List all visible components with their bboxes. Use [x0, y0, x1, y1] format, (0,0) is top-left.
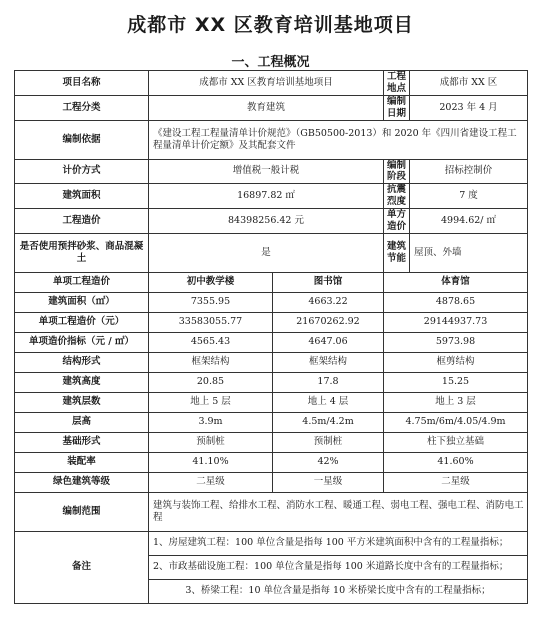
cell-value: 二星级	[149, 472, 273, 492]
cell-value: 地上 5 层	[149, 392, 273, 412]
cost-label: 工程造价	[15, 209, 149, 234]
table-row	[15, 332, 528, 352]
cell-value: 17.8	[273, 372, 384, 392]
cell-value: 预制桩	[273, 432, 384, 452]
table-row	[15, 71, 528, 96]
table-row	[15, 209, 528, 234]
cell-value: 41.60%	[384, 452, 528, 472]
table-row	[15, 292, 528, 312]
date-label: 编制日期	[384, 95, 410, 120]
single-header-label: 单项工程造价	[15, 272, 149, 292]
cell-value: 42%	[273, 452, 384, 472]
table-row	[15, 184, 528, 209]
building-library: 图书馆	[273, 272, 384, 292]
cell-value: 4647.06	[273, 332, 384, 352]
cell-value: 4.75m/6m/4.05/4.9m	[384, 412, 528, 432]
table-row	[15, 452, 528, 472]
building-junior-high: 初中教学楼	[149, 272, 273, 292]
stage-value: 招标控制价	[410, 159, 528, 184]
project-overview-table	[14, 70, 528, 604]
cell-value: 预制桩	[149, 432, 273, 452]
cell-value: 3.9m	[149, 412, 273, 432]
building-gym: 体育馆	[384, 272, 528, 292]
seismic-value: 7 度	[410, 184, 528, 209]
pricing-label: 计价方式	[15, 159, 149, 184]
basis-label: 编制依据	[15, 120, 149, 159]
row-label: 层高	[15, 412, 149, 432]
cell-value: 4565.43	[149, 332, 273, 352]
energy-value: 屋顶、外墙	[410, 233, 528, 272]
row-label: 绿色建筑等级	[15, 472, 149, 492]
table-row	[15, 372, 528, 392]
date-value: 2023 年 4 月	[410, 95, 528, 120]
project-name-value: 成都市 XX 区教育培训基地项目	[149, 71, 384, 96]
table-row	[15, 432, 528, 452]
cell-value: 5973.98	[384, 332, 528, 352]
table-row	[15, 120, 528, 159]
mortar-value: 是	[149, 233, 384, 272]
cell-value: 4878.65	[384, 292, 528, 312]
row-label: 建筑面积（㎡）	[15, 292, 149, 312]
cell-value: 20.85	[149, 372, 273, 392]
table-row	[15, 412, 528, 432]
note-item: 2、市政基础设施工程：100 单位含量是指每 100 米道路长度中含有的工程量指标；	[149, 555, 528, 579]
document-title: 成都市 XX 区教育培训基地项目	[127, 14, 414, 36]
energy-label: 建筑节能	[384, 233, 410, 272]
cell-value: 7355.95	[149, 292, 273, 312]
cell-value: 4.5m/4.2m	[273, 412, 384, 432]
cell-value: 33583055.77	[149, 312, 273, 332]
cell-value: 21670262.92	[273, 312, 384, 332]
location-label: 工程地点	[384, 71, 410, 96]
cell-value: 二星级	[384, 472, 528, 492]
area-value: 16897.82 ㎡	[149, 184, 384, 209]
cell-value: 4663.22	[273, 292, 384, 312]
cell-value: 框架结构	[149, 352, 273, 372]
cell-value: 41.10%	[149, 452, 273, 472]
unit-cost-value: 4994.62/ ㎡	[410, 209, 528, 234]
note-item: 3、桥梁工程：10 单位含量是指每 10 米桥梁长度中含有的工程量指标；	[149, 579, 528, 603]
table-row	[15, 472, 528, 492]
row-label: 单项工程造价（元）	[15, 312, 149, 332]
table-row	[15, 95, 528, 120]
table-row	[15, 352, 528, 372]
mortar-label: 是否使用预拌砂浆、商品混凝土	[15, 233, 149, 272]
note-item: 1、房屋建筑工程：100 单位含量是指每 100 平方米建筑面积中含有的工程量指标；	[149, 531, 528, 555]
project-name-label: 项目名称	[15, 71, 149, 96]
table-row	[15, 233, 528, 272]
table-row	[15, 531, 528, 555]
row-label: 装配率	[15, 452, 149, 472]
scope-label: 编制范围	[15, 492, 149, 531]
cell-value: 地上 3 层	[384, 392, 528, 412]
cost-value: 84398256.42 元	[149, 209, 384, 234]
row-label: 结构形式	[15, 352, 149, 372]
table-row	[15, 492, 528, 531]
cell-value: 15.25	[384, 372, 528, 392]
pricing-value: 增值税一般计税	[149, 159, 384, 184]
row-label: 基础形式	[15, 432, 149, 452]
row-label: 建筑层数	[15, 392, 149, 412]
table-row	[15, 159, 528, 184]
stage-label: 编制阶段	[384, 159, 410, 184]
seismic-label: 抗震烈度	[384, 184, 410, 209]
basis-value: 《建设工程工程量清单计价规范》（GB50500-2013）和 2020 年《四川省建设工程工程量清单计价定额》及其配套文件	[149, 120, 528, 159]
location-value: 成都市 XX 区	[410, 71, 528, 96]
cell-value: 地上 4 层	[273, 392, 384, 412]
cell-value: 29144937.73	[384, 312, 528, 332]
category-label: 工程分类	[15, 95, 149, 120]
category-value: 教育建筑	[149, 95, 384, 120]
notes-label: 备注	[15, 531, 149, 603]
cell-value: 框架结构	[273, 352, 384, 372]
cell-value: 框剪结构	[384, 352, 528, 372]
cell-value: 柱下独立基础	[384, 432, 528, 452]
row-label: 建筑高度	[15, 372, 149, 392]
table-row	[15, 312, 528, 332]
area-label: 建筑面积	[15, 184, 149, 209]
section-heading: 一、工程概况	[231, 55, 310, 70]
table-row	[15, 392, 528, 412]
scope-value: 建筑与装饰工程、给排水工程、消防水工程、暖通工程、弱电工程、强电工程、消防电工程	[149, 492, 528, 531]
row-label: 单项造价指标（元 / ㎡）	[15, 332, 149, 352]
table-row	[15, 272, 528, 292]
cell-value: 一星级	[273, 472, 384, 492]
unit-cost-label: 单方造价	[384, 209, 410, 234]
